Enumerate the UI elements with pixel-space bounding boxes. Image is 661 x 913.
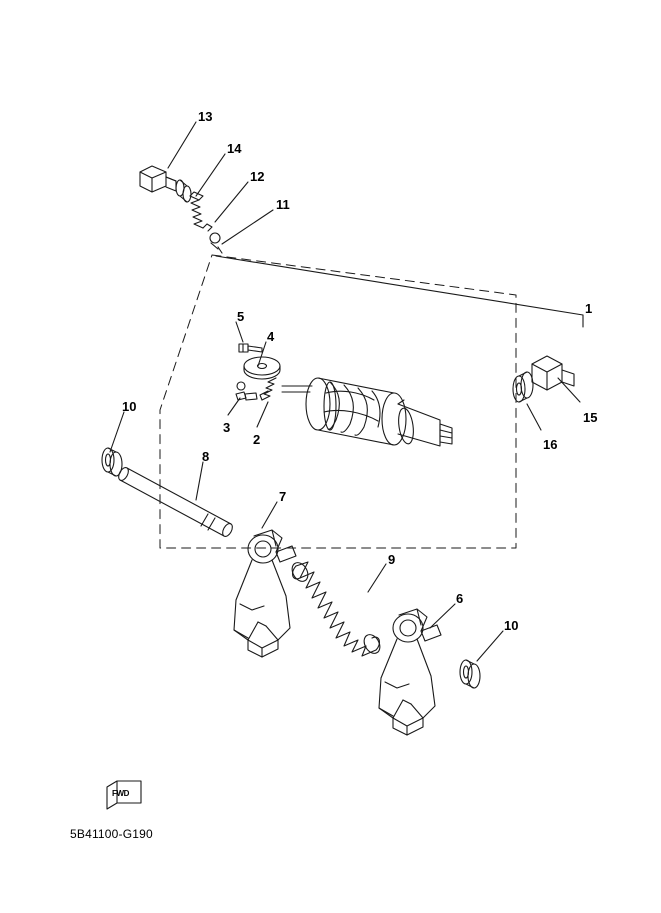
callout-7: 7 (279, 489, 287, 504)
callout-12: 12 (250, 169, 265, 184)
callout-9: 9 (388, 552, 396, 567)
callout-8: 8 (202, 449, 210, 464)
callout-14: 14 (227, 141, 242, 156)
assembly-outline (160, 255, 516, 548)
callout-2: 2 (253, 432, 261, 447)
callout-16: 16 (543, 437, 558, 452)
callout-13: 13 (198, 109, 213, 124)
part-code-label: 5B41100-G190 (70, 827, 153, 841)
callout-3: 3 (223, 420, 231, 435)
callout-4: 4 (267, 329, 275, 344)
callout-6: 6 (456, 591, 464, 606)
callout-11: 11 (276, 197, 290, 212)
callout-10-left: 10 (122, 399, 137, 414)
callout-10-right: 10 (504, 618, 519, 633)
callout-1: 1 (585, 301, 593, 316)
callout-5: 5 (237, 309, 245, 324)
callout-15: 15 (583, 410, 598, 425)
forward-direction-label: FWD (112, 789, 130, 798)
